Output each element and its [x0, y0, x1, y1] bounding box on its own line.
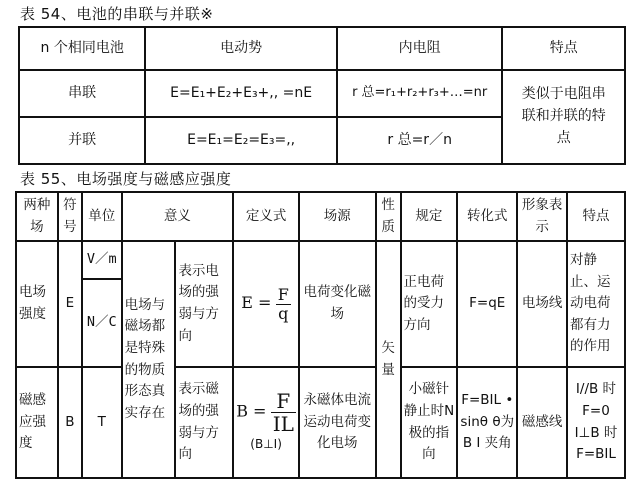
- magnetic-def-num: F: [271, 390, 296, 413]
- electric-def-den: q: [278, 303, 289, 323]
- header-cell: 符号: [58, 192, 82, 241]
- shared-meaning: 电场与磁场都是特殊的物质形态真实存在: [122, 241, 176, 478]
- row-label-series: 串联: [19, 70, 145, 117]
- electric-def-num: F: [277, 284, 289, 304]
- header-cell: 内电阻: [337, 27, 503, 70]
- magnetic-def-lhs: B =: [236, 401, 267, 421]
- magnetic-source: 永磁体电流运动电荷变化电场: [299, 367, 376, 478]
- table55-caption: 表 55、电场强度与磁感应强度: [20, 170, 232, 188]
- electric-convert: F=qE: [457, 241, 517, 367]
- feature-cell: 类似于电阻串联和并联的特点: [502, 70, 625, 164]
- header-cell: 性质: [376, 192, 401, 241]
- magnetic-def-fraction: [271, 390, 296, 435]
- electric-source: 电荷变化磁场: [299, 241, 376, 367]
- magnetic-rule: 小磁针静止时N 极的指向: [401, 367, 458, 478]
- header-cell: 两种场: [16, 192, 58, 241]
- header-cell: n 个相同电池: [19, 27, 145, 70]
- magnetic-name: 磁感应强度: [16, 367, 58, 478]
- electric-feature: 对静止、运动电荷都有力的作用: [567, 241, 625, 367]
- header-cell: 规定: [401, 192, 458, 241]
- magnetic-meaning: 表示磁场的强弱与方向: [175, 367, 233, 478]
- header-cell: 意义: [122, 192, 234, 241]
- header-cell: 定义式: [233, 192, 299, 241]
- electric-def-fraction: [276, 286, 291, 322]
- electric-rule: 正电荷的受力方向: [401, 241, 458, 367]
- resistance-parallel: r 总=r／n: [337, 117, 503, 164]
- magnetic-definition: [233, 367, 299, 478]
- emf-series: E=E₁+E₂+E₃+,, =nE: [145, 70, 337, 117]
- battery-table: [18, 26, 626, 165]
- electric-unit-vm: V／m: [82, 241, 122, 279]
- table54-caption: 表 54、电池的串联与并联※: [20, 5, 214, 23]
- header-cell: 单位: [82, 192, 122, 241]
- header-cell: 特点: [567, 192, 625, 241]
- header-cell: 特点: [502, 27, 625, 70]
- magnetic-def-condition: (B⊥I): [250, 437, 282, 452]
- nature-cell: 矢量: [376, 241, 401, 478]
- header-cell: 电动势: [145, 27, 337, 70]
- row-label-parallel: 并联: [19, 117, 145, 164]
- electric-symbol: E: [58, 241, 82, 367]
- header-cell: 形象表示: [517, 192, 567, 241]
- electric-name: 电场强度: [16, 241, 58, 367]
- magnetic-feature: I//B 时 F=0 I⊥B 时 F=BIL: [567, 367, 625, 478]
- magnetic-unit: T: [82, 367, 122, 478]
- field-table: [15, 191, 626, 479]
- electric-definition: [233, 241, 299, 367]
- header-cell: 转化式: [457, 192, 517, 241]
- resistance-series: r 总=r₁+r₂+r₃+…=nr: [337, 70, 503, 117]
- magnetic-image: 磁感线: [517, 367, 567, 478]
- emf-parallel: E=E₁=E₂=E₃=,,: [145, 117, 337, 164]
- electric-def-lhs: E =: [241, 293, 272, 312]
- electric-unit-nc: N／C: [82, 279, 122, 367]
- magnetic-def-den: IL: [272, 412, 294, 437]
- electric-image: 电场线: [517, 241, 567, 367]
- magnetic-symbol: B: [58, 367, 82, 478]
- magnetic-convert: F=BIL • sinθ θ为 B I 夹角: [457, 367, 517, 478]
- header-cell: 场源: [299, 192, 376, 241]
- electric-meaning: 表示电场的强弱与方向: [175, 241, 233, 367]
